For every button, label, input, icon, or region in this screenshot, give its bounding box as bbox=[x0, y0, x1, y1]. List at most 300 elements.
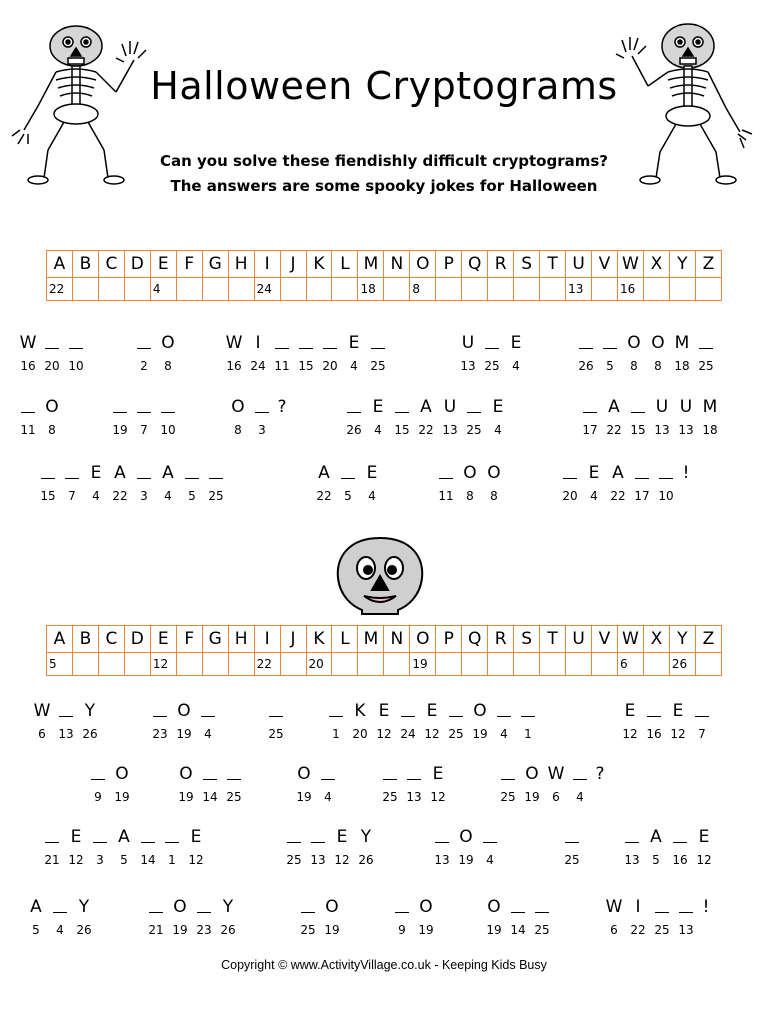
key-code-j[interactable] bbox=[280, 653, 306, 676]
blank-underline[interactable] bbox=[275, 336, 289, 349]
blank-letter-slot[interactable] bbox=[462, 396, 486, 438]
blank-letter-slot[interactable] bbox=[40, 826, 64, 868]
key-code-m[interactable] bbox=[358, 653, 384, 676]
blank-underline[interactable] bbox=[395, 400, 409, 413]
blank-letter-slot[interactable] bbox=[88, 826, 112, 868]
key-code-s[interactable] bbox=[514, 653, 540, 676]
slot-letter: O bbox=[179, 764, 193, 784]
blank-letter-slot[interactable] bbox=[318, 332, 342, 374]
blank-letter-slot[interactable] bbox=[60, 462, 84, 504]
slot-letter bbox=[21, 396, 35, 418]
revealed-letter-slot bbox=[504, 332, 528, 374]
key-letter-g: G bbox=[202, 626, 228, 653]
blank-underline[interactable] bbox=[449, 704, 463, 717]
revealed-letter-slot bbox=[348, 700, 372, 742]
key-code-p[interactable] bbox=[436, 278, 462, 301]
blank-underline[interactable] bbox=[301, 900, 315, 913]
blank-underline[interactable] bbox=[161, 400, 175, 413]
slot-letter: E bbox=[672, 701, 684, 721]
puzzle-word bbox=[264, 700, 288, 742]
blank-letter-slot[interactable] bbox=[694, 332, 718, 374]
blank-underline[interactable] bbox=[625, 830, 639, 843]
revealed-letter-slot bbox=[330, 826, 354, 868]
blank-underline[interactable] bbox=[45, 336, 59, 349]
puzzle-word bbox=[174, 763, 246, 805]
key-code-h[interactable] bbox=[228, 653, 254, 676]
slot-letter bbox=[137, 396, 151, 418]
blank-letter-slot[interactable] bbox=[160, 826, 184, 868]
slot-code-number: 13 bbox=[654, 423, 670, 437]
slot-code-number: 9 bbox=[398, 923, 406, 937]
key-code-h[interactable] bbox=[228, 278, 254, 301]
blank-underline[interactable] bbox=[467, 400, 481, 413]
blank-letter-slot[interactable] bbox=[306, 826, 330, 868]
revealed-letter-slot bbox=[674, 396, 698, 438]
slot-code-number: 17 bbox=[634, 489, 650, 503]
blank-underline[interactable] bbox=[485, 336, 499, 349]
slot-letter bbox=[321, 763, 335, 785]
key-code-a[interactable]: 22 bbox=[47, 278, 73, 301]
key-code-n[interactable] bbox=[384, 653, 410, 676]
key-code-a[interactable]: 5 bbox=[47, 653, 73, 676]
blank-underline[interactable] bbox=[149, 900, 163, 913]
blank-letter-slot[interactable] bbox=[296, 896, 320, 938]
slot-code-number: 25 bbox=[534, 923, 550, 937]
puzzle-word bbox=[108, 396, 180, 438]
key-letter-d: D bbox=[124, 251, 150, 278]
key-code-b[interactable] bbox=[72, 278, 98, 301]
alphabet-row-1 bbox=[47, 251, 722, 278]
blank-letter-slot[interactable] bbox=[396, 700, 420, 742]
key-code-c[interactable] bbox=[98, 278, 124, 301]
blank-letter-slot[interactable] bbox=[674, 896, 698, 938]
key-code-x[interactable] bbox=[643, 653, 669, 676]
puzzle-word bbox=[602, 896, 714, 938]
blank-underline[interactable] bbox=[185, 466, 199, 479]
blank-letter-slot[interactable] bbox=[434, 462, 458, 504]
blank-letter-slot[interactable] bbox=[390, 396, 414, 438]
blank-underline[interactable] bbox=[439, 466, 453, 479]
revealed-letter-slot bbox=[626, 896, 650, 938]
slot-letter: Y bbox=[222, 897, 234, 917]
blank-underline[interactable] bbox=[45, 830, 59, 843]
blank-letter-slot[interactable] bbox=[132, 332, 156, 374]
key-code-v[interactable] bbox=[592, 278, 618, 301]
blank-underline[interactable] bbox=[695, 704, 709, 717]
key-code-l[interactable] bbox=[332, 278, 358, 301]
blank-letter-slot[interactable] bbox=[626, 396, 650, 438]
key-code-t[interactable] bbox=[540, 653, 566, 676]
revealed-letter-slot bbox=[354, 826, 378, 868]
blank-underline[interactable] bbox=[435, 830, 449, 843]
slot-code-number: 4 bbox=[350, 359, 358, 373]
blank-letter-slot[interactable] bbox=[132, 396, 156, 438]
blank-underline[interactable] bbox=[209, 466, 223, 479]
key-code-g[interactable] bbox=[202, 278, 228, 301]
blank-letter-slot[interactable] bbox=[264, 700, 288, 742]
revealed-letter-slot bbox=[666, 700, 690, 742]
blank-letter-slot[interactable] bbox=[54, 700, 78, 742]
blank-letter-slot[interactable] bbox=[64, 332, 88, 374]
blank-letter-slot[interactable] bbox=[222, 763, 246, 805]
slot-letter bbox=[165, 826, 179, 848]
revealed-letter-slot bbox=[414, 396, 438, 438]
slot-code-number: 12 bbox=[670, 727, 686, 741]
blank-letter-slot[interactable] bbox=[642, 700, 666, 742]
slot-code-number: 3 bbox=[140, 489, 148, 503]
slot-code-number: 4 bbox=[368, 489, 376, 503]
key-code-t[interactable] bbox=[540, 278, 566, 301]
key-code-f[interactable] bbox=[176, 278, 202, 301]
puzzle-word bbox=[16, 332, 88, 374]
blank-underline[interactable] bbox=[371, 336, 385, 349]
slot-code-number: 12 bbox=[188, 853, 204, 867]
blank-letter-slot[interactable] bbox=[192, 896, 216, 938]
blank-letter-slot[interactable] bbox=[324, 700, 348, 742]
key-code-q[interactable] bbox=[462, 278, 488, 301]
blank-letter-slot[interactable] bbox=[204, 462, 228, 504]
slot-code-number: 25 bbox=[654, 923, 670, 937]
key-code-y[interactable]: 26 bbox=[669, 653, 695, 676]
slot-code-number: 25 bbox=[286, 853, 302, 867]
key-letter-r: R bbox=[488, 626, 514, 653]
blank-underline[interactable] bbox=[659, 466, 673, 479]
key-code-e[interactable]: 12 bbox=[150, 653, 176, 676]
blank-underline[interactable] bbox=[565, 830, 579, 843]
key-code-i[interactable]: 22 bbox=[254, 653, 280, 676]
puzzle-word bbox=[222, 332, 390, 374]
blank-underline[interactable] bbox=[395, 900, 409, 913]
blank-underline[interactable] bbox=[635, 466, 649, 479]
key-letter-f: F bbox=[176, 626, 202, 653]
blank-letter-slot[interactable] bbox=[560, 826, 584, 868]
blank-underline[interactable] bbox=[521, 704, 535, 717]
blank-letter-slot[interactable] bbox=[568, 763, 592, 805]
slot-letter: M bbox=[702, 397, 718, 417]
slot-code-number: 5 bbox=[606, 359, 614, 373]
key-code-k[interactable]: 20 bbox=[306, 653, 332, 676]
slot-code-number: 9 bbox=[94, 790, 102, 804]
revealed-letter-slot bbox=[482, 896, 506, 938]
blank-underline[interactable] bbox=[341, 466, 355, 479]
blank-underline[interactable] bbox=[165, 830, 179, 843]
key-code-k[interactable] bbox=[306, 278, 332, 301]
blank-letter-slot[interactable] bbox=[402, 763, 426, 805]
blank-underline[interactable] bbox=[93, 830, 107, 843]
blank-underline[interactable] bbox=[511, 900, 525, 913]
blank-letter-slot[interactable] bbox=[558, 462, 582, 504]
key-code-c[interactable] bbox=[98, 653, 124, 676]
key-letter-h: H bbox=[228, 626, 254, 653]
slot-code-number: 25 bbox=[564, 853, 580, 867]
blank-letter-slot[interactable] bbox=[132, 462, 156, 504]
blank-underline[interactable] bbox=[299, 336, 313, 349]
blank-underline[interactable] bbox=[113, 400, 127, 413]
blank-underline[interactable] bbox=[579, 336, 593, 349]
revealed-letter-slot bbox=[602, 396, 626, 438]
slot-letter bbox=[275, 332, 289, 354]
puzzle-word bbox=[558, 462, 694, 504]
blank-letter-slot[interactable] bbox=[478, 826, 502, 868]
key-code-w[interactable]: 6 bbox=[617, 653, 643, 676]
blank-underline[interactable] bbox=[699, 336, 713, 349]
slot-letter: U bbox=[461, 333, 475, 353]
blank-letter-slot[interactable] bbox=[574, 332, 598, 374]
blank-underline[interactable] bbox=[255, 400, 269, 413]
blank-letter-slot[interactable] bbox=[390, 896, 414, 938]
key-code-q[interactable] bbox=[462, 653, 488, 676]
slot-code-number: 7 bbox=[68, 489, 76, 503]
blank-letter-slot[interactable] bbox=[430, 826, 454, 868]
key-code-o[interactable]: 8 bbox=[410, 278, 436, 301]
key-code-u[interactable] bbox=[566, 653, 592, 676]
blank-letter-slot[interactable] bbox=[294, 332, 318, 374]
slot-letter: E bbox=[70, 827, 82, 847]
slot-code-number: 21 bbox=[44, 853, 60, 867]
blank-underline[interactable] bbox=[141, 830, 155, 843]
key-code-w[interactable]: 16 bbox=[617, 278, 643, 301]
blank-underline[interactable] bbox=[583, 400, 597, 413]
key-code-i[interactable]: 24 bbox=[254, 278, 280, 301]
slot-letter: ? bbox=[277, 397, 287, 417]
blank-underline[interactable] bbox=[311, 830, 325, 843]
key-code-d[interactable] bbox=[124, 278, 150, 301]
blank-underline[interactable] bbox=[65, 466, 79, 479]
blank-underline[interactable] bbox=[153, 704, 167, 717]
blank-letter-slot[interactable] bbox=[270, 332, 294, 374]
blank-letter-slot[interactable] bbox=[578, 396, 602, 438]
blank-underline[interactable] bbox=[631, 400, 645, 413]
key-code-r[interactable] bbox=[488, 653, 514, 676]
key-letter-e: E bbox=[150, 626, 176, 653]
blank-underline[interactable] bbox=[41, 466, 55, 479]
blank-letter-slot[interactable] bbox=[86, 763, 110, 805]
key-letter-m: M bbox=[358, 251, 384, 278]
key-code-e[interactable]: 4 bbox=[150, 278, 176, 301]
slot-code-number: 4 bbox=[204, 727, 212, 741]
blank-underline[interactable] bbox=[323, 336, 337, 349]
blank-letter-slot[interactable] bbox=[530, 896, 554, 938]
puzzle-word bbox=[36, 462, 228, 504]
slot-letter: A bbox=[612, 463, 624, 483]
blank-letter-slot[interactable] bbox=[36, 462, 60, 504]
slot-letter: O bbox=[231, 397, 245, 417]
blank-letter-slot[interactable] bbox=[282, 826, 306, 868]
slot-code-number: 16 bbox=[226, 359, 242, 373]
blank-letter-slot[interactable] bbox=[336, 462, 360, 504]
puzzle-word bbox=[620, 826, 716, 868]
key-code-f[interactable] bbox=[176, 653, 202, 676]
key-code-z[interactable] bbox=[695, 278, 721, 301]
blank-letter-slot[interactable] bbox=[496, 763, 520, 805]
copyright-footer: Copyright © www.ActivityVillage.co.uk - Keeping Kids Busy bbox=[221, 958, 547, 972]
slot-letter bbox=[497, 700, 511, 722]
slot-letter: Y bbox=[78, 897, 90, 917]
blank-underline[interactable] bbox=[655, 900, 669, 913]
key-code-o[interactable]: 19 bbox=[410, 653, 436, 676]
revealed-letter-slot bbox=[184, 826, 208, 868]
revealed-letter-slot bbox=[644, 826, 668, 868]
key-letter-z: Z bbox=[695, 251, 721, 278]
slot-letter: O bbox=[627, 333, 641, 353]
slot-code-number: 5 bbox=[652, 853, 660, 867]
blank-underline[interactable] bbox=[501, 767, 515, 780]
revealed-letter-slot bbox=[30, 700, 54, 742]
key-code-g[interactable] bbox=[202, 653, 228, 676]
key-code-v[interactable] bbox=[592, 653, 618, 676]
key-code-s[interactable] bbox=[514, 278, 540, 301]
key-code-b[interactable] bbox=[72, 653, 98, 676]
key-code-d[interactable] bbox=[124, 653, 150, 676]
blank-underline[interactable] bbox=[679, 900, 693, 913]
blank-letter-slot[interactable] bbox=[196, 700, 220, 742]
blank-letter-slot[interactable] bbox=[516, 700, 540, 742]
slot-letter bbox=[467, 396, 481, 418]
key-code-y[interactable] bbox=[669, 278, 695, 301]
slot-code-number: 13 bbox=[58, 727, 74, 741]
blank-underline[interactable] bbox=[287, 830, 301, 843]
blank-letter-slot[interactable] bbox=[108, 396, 132, 438]
blank-underline[interactable] bbox=[137, 400, 151, 413]
slot-code-number: 19 bbox=[112, 423, 128, 437]
blank-letter-slot[interactable] bbox=[506, 896, 530, 938]
blank-underline[interactable] bbox=[563, 466, 577, 479]
revealed-letter-slot bbox=[366, 396, 390, 438]
key-code-z[interactable] bbox=[695, 653, 721, 676]
slot-letter bbox=[299, 332, 313, 354]
blank-underline[interactable] bbox=[497, 704, 511, 717]
revealed-letter-slot bbox=[544, 763, 568, 805]
blank-letter-slot[interactable] bbox=[156, 396, 180, 438]
blank-underline[interactable] bbox=[59, 704, 73, 717]
slot-letter bbox=[435, 826, 449, 848]
blank-underline[interactable] bbox=[573, 767, 587, 780]
blank-letter-slot[interactable] bbox=[48, 896, 72, 938]
slot-code-number: 5 bbox=[344, 489, 352, 503]
slot-code-number: 11 bbox=[438, 489, 454, 503]
blank-underline[interactable] bbox=[407, 767, 421, 780]
blank-underline[interactable] bbox=[69, 336, 83, 349]
blank-underline[interactable] bbox=[91, 767, 105, 780]
slot-letter bbox=[673, 826, 687, 848]
blank-underline[interactable] bbox=[137, 466, 151, 479]
slot-letter bbox=[41, 462, 55, 484]
slot-letter bbox=[269, 700, 283, 722]
blank-letter-slot[interactable] bbox=[40, 332, 64, 374]
blank-underline[interactable] bbox=[673, 830, 687, 843]
blank-underline[interactable] bbox=[203, 767, 217, 780]
revealed-letter-slot bbox=[222, 332, 246, 374]
blank-letter-slot[interactable] bbox=[316, 763, 340, 805]
blank-letter-slot[interactable] bbox=[180, 462, 204, 504]
slot-code-number: 12 bbox=[68, 853, 84, 867]
blank-underline[interactable] bbox=[401, 704, 415, 717]
blank-letter-slot[interactable] bbox=[650, 896, 674, 938]
blank-underline[interactable] bbox=[329, 704, 343, 717]
blank-letter-slot[interactable] bbox=[148, 700, 172, 742]
slot-code-number: 14 bbox=[140, 853, 156, 867]
slot-code-number: 26 bbox=[76, 923, 92, 937]
blank-letter-slot[interactable] bbox=[136, 826, 160, 868]
puzzle-word bbox=[40, 826, 208, 868]
blank-letter-slot[interactable] bbox=[690, 700, 714, 742]
blank-underline[interactable] bbox=[227, 767, 241, 780]
blank-letter-slot[interactable] bbox=[250, 396, 274, 438]
key-code-p[interactable] bbox=[436, 653, 462, 676]
slot-letter bbox=[347, 396, 361, 418]
blank-underline[interactable] bbox=[347, 400, 361, 413]
key-code-n[interactable] bbox=[384, 278, 410, 301]
slot-letter bbox=[679, 896, 693, 918]
blank-letter-slot[interactable] bbox=[198, 763, 222, 805]
blank-letter-slot[interactable] bbox=[444, 700, 468, 742]
blank-underline[interactable] bbox=[535, 900, 549, 913]
blank-letter-slot[interactable] bbox=[492, 700, 516, 742]
slot-letter bbox=[699, 332, 713, 354]
slot-letter bbox=[323, 332, 337, 354]
slot-letter bbox=[655, 896, 669, 918]
revealed-letter-slot bbox=[414, 896, 438, 938]
key-code-u[interactable]: 13 bbox=[566, 278, 592, 301]
slot-code-number: 13 bbox=[442, 423, 458, 437]
slot-code-number: 19 bbox=[178, 790, 194, 804]
revealed-letter-slot bbox=[110, 763, 134, 805]
blank-letter-slot[interactable] bbox=[16, 396, 40, 438]
blank-underline[interactable] bbox=[197, 900, 211, 913]
blank-letter-slot[interactable] bbox=[630, 462, 654, 504]
blank-letter-slot[interactable] bbox=[668, 826, 692, 868]
blank-underline[interactable] bbox=[201, 704, 215, 717]
blank-underline[interactable] bbox=[483, 830, 497, 843]
blank-underline[interactable] bbox=[21, 400, 35, 413]
slot-code-number: 7 bbox=[140, 423, 148, 437]
blank-underline[interactable] bbox=[269, 704, 283, 717]
blank-letter-slot[interactable] bbox=[620, 826, 644, 868]
blank-letter-slot[interactable] bbox=[598, 332, 622, 374]
blank-letter-slot[interactable] bbox=[144, 896, 168, 938]
puzzle-word bbox=[226, 396, 290, 438]
blank-underline[interactable] bbox=[53, 900, 67, 913]
key-code-l[interactable] bbox=[332, 653, 358, 676]
puzzle-word bbox=[312, 462, 384, 504]
slot-code-number: 22 bbox=[610, 489, 626, 503]
slot-code-number: 12 bbox=[376, 727, 392, 741]
blank-letter-slot[interactable] bbox=[366, 332, 390, 374]
blank-underline[interactable] bbox=[603, 336, 617, 349]
slot-letter bbox=[185, 462, 199, 484]
blank-letter-slot[interactable] bbox=[342, 396, 366, 438]
blank-letter-slot[interactable] bbox=[654, 462, 678, 504]
slot-letter bbox=[301, 896, 315, 918]
blank-underline[interactable] bbox=[383, 767, 397, 780]
slot-letter bbox=[647, 700, 661, 722]
key-letter-j: J bbox=[280, 251, 306, 278]
blank-underline[interactable] bbox=[137, 336, 151, 349]
key-code-j[interactable] bbox=[280, 278, 306, 301]
slot-letter bbox=[631, 396, 645, 418]
key-letter-p: P bbox=[436, 626, 462, 653]
key-code-r[interactable] bbox=[488, 278, 514, 301]
slot-letter: E bbox=[348, 333, 360, 353]
blank-letter-slot[interactable] bbox=[480, 332, 504, 374]
blank-letter-slot[interactable] bbox=[378, 763, 402, 805]
blank-underline[interactable] bbox=[321, 767, 335, 780]
slot-code-number: 8 bbox=[654, 359, 662, 373]
slot-letter bbox=[371, 332, 385, 354]
blank-underline[interactable] bbox=[647, 704, 661, 717]
key-code-m[interactable]: 18 bbox=[358, 278, 384, 301]
key-code-x[interactable] bbox=[643, 278, 669, 301]
